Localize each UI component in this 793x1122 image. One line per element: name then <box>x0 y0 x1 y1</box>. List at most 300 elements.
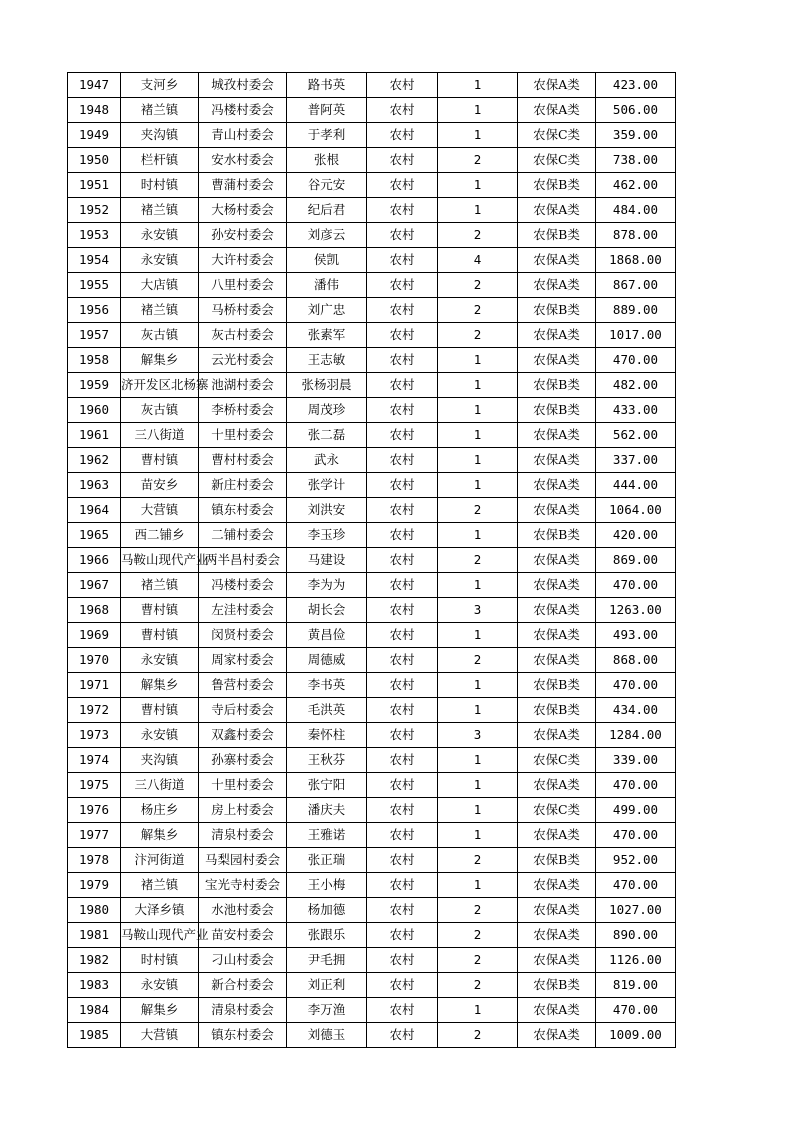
town-cell: 大泽乡镇 <box>121 898 199 923</box>
town-cell: 西二铺乡 <box>121 523 199 548</box>
household-count-cell: 1 <box>438 123 518 148</box>
row-number: 1982 <box>68 948 121 973</box>
area-type-cell: 农村 <box>367 523 438 548</box>
row-number: 1965 <box>68 523 121 548</box>
village-cell: 马桥村委会 <box>199 298 287 323</box>
category-cell: 农保B类 <box>518 173 596 198</box>
village-cell: 宝光寺村委会 <box>199 873 287 898</box>
area-type-cell: 农村 <box>367 173 438 198</box>
amount-cell: 1009.00 <box>596 1023 676 1048</box>
household-count-cell: 2 <box>438 948 518 973</box>
town-cell: 杨庄乡 <box>121 798 199 823</box>
name-cell: 张跟乐 <box>287 923 367 948</box>
area-type-cell: 农村 <box>367 773 438 798</box>
household-count-cell: 2 <box>438 923 518 948</box>
row-number: 1975 <box>68 773 121 798</box>
name-cell: 张根 <box>287 148 367 173</box>
amount-cell: 470.00 <box>596 998 676 1023</box>
amount-cell: 868.00 <box>596 648 676 673</box>
village-cell: 城孜村委会 <box>199 73 287 98</box>
household-count-cell: 2 <box>438 548 518 573</box>
row-number: 1951 <box>68 173 121 198</box>
household-count-cell: 1 <box>438 473 518 498</box>
table-row <box>68 373 676 398</box>
household-count-cell: 1 <box>438 523 518 548</box>
amount-cell: 462.00 <box>596 173 676 198</box>
town-cell: 永安镇 <box>121 723 199 748</box>
area-type-cell: 农村 <box>367 473 438 498</box>
table-row <box>68 273 676 298</box>
name-cell: 马建设 <box>287 548 367 573</box>
village-cell: 清泉村委会 <box>199 998 287 1023</box>
row-number: 1961 <box>68 423 121 448</box>
table-row <box>68 223 676 248</box>
name-cell: 路书英 <box>287 73 367 98</box>
area-type-cell: 农村 <box>367 898 438 923</box>
table-row <box>68 773 676 798</box>
amount-cell: 878.00 <box>596 223 676 248</box>
table-row <box>68 723 676 748</box>
category-cell: 农保B类 <box>518 673 596 698</box>
name-cell: 王小梅 <box>287 873 367 898</box>
household-count-cell: 1 <box>438 73 518 98</box>
category-cell: 农保B类 <box>518 973 596 998</box>
row-number: 1953 <box>68 223 121 248</box>
household-count-cell: 1 <box>438 448 518 473</box>
village-cell: 左洼村委会 <box>199 598 287 623</box>
area-type-cell: 农村 <box>367 598 438 623</box>
row-number: 1959 <box>68 373 121 398</box>
row-number: 1980 <box>68 898 121 923</box>
category-cell: 农保B类 <box>518 523 596 548</box>
name-cell: 周德威 <box>287 648 367 673</box>
amount-cell: 484.00 <box>596 198 676 223</box>
category-cell: 农保A类 <box>518 898 596 923</box>
name-cell: 普阿英 <box>287 98 367 123</box>
table-row <box>68 748 676 773</box>
area-type-cell: 农村 <box>367 498 438 523</box>
name-cell: 胡长会 <box>287 598 367 623</box>
amount-cell: 1064.00 <box>596 498 676 523</box>
area-type-cell: 农村 <box>367 573 438 598</box>
name-cell: 秦怀柱 <box>287 723 367 748</box>
household-count-cell: 2 <box>438 323 518 348</box>
amount-cell: 499.00 <box>596 798 676 823</box>
category-cell: 农保A类 <box>518 923 596 948</box>
category-cell: 农保B类 <box>518 848 596 873</box>
village-cell: 二铺村委会 <box>199 523 287 548</box>
table-row <box>68 548 676 573</box>
table-row <box>68 148 676 173</box>
village-cell: 刁山村委会 <box>199 948 287 973</box>
village-cell: 闵贤村委会 <box>199 623 287 648</box>
table-row <box>68 173 676 198</box>
village-cell: 大杨村委会 <box>199 198 287 223</box>
village-cell: 云光村委会 <box>199 348 287 373</box>
row-number: 1962 <box>68 448 121 473</box>
category-cell: 农保A类 <box>518 648 596 673</box>
table-row <box>68 673 676 698</box>
town-cell: 三八街道 <box>121 423 199 448</box>
name-cell: 潘伟 <box>287 273 367 298</box>
town-cell: 夹沟镇 <box>121 123 199 148</box>
table-row <box>68 948 676 973</box>
household-count-cell: 1 <box>438 623 518 648</box>
household-count-cell: 1 <box>438 673 518 698</box>
household-count-cell: 2 <box>438 298 518 323</box>
category-cell: 农保A类 <box>518 823 596 848</box>
name-cell: 张正瑞 <box>287 848 367 873</box>
amount-cell: 423.00 <box>596 73 676 98</box>
area-type-cell: 农村 <box>367 723 438 748</box>
row-number: 1964 <box>68 498 121 523</box>
household-count-cell: 2 <box>438 973 518 998</box>
name-cell: 李玉珍 <box>287 523 367 548</box>
town-cell: 曹村镇 <box>121 623 199 648</box>
name-cell: 黄昌俭 <box>287 623 367 648</box>
town-cell: 永安镇 <box>121 973 199 998</box>
village-cell: 安水村委会 <box>199 148 287 173</box>
area-type-cell: 农村 <box>367 798 438 823</box>
row-number: 1969 <box>68 623 121 648</box>
category-cell: 农保A类 <box>518 773 596 798</box>
household-count-cell: 1 <box>438 998 518 1023</box>
row-number: 1956 <box>68 298 121 323</box>
amount-cell: 433.00 <box>596 398 676 423</box>
name-cell: 王雅诺 <box>287 823 367 848</box>
area-type-cell: 农村 <box>367 748 438 773</box>
amount-cell: 359.00 <box>596 123 676 148</box>
area-type-cell: 农村 <box>367 998 438 1023</box>
category-cell: 农保A类 <box>518 98 596 123</box>
town-cell: 栏杆镇 <box>121 148 199 173</box>
table-row <box>68 198 676 223</box>
row-number: 1977 <box>68 823 121 848</box>
category-cell: 农保A类 <box>518 723 596 748</box>
name-cell: 周茂珍 <box>287 398 367 423</box>
town-cell: 灰古镇 <box>121 323 199 348</box>
amount-cell: 738.00 <box>596 148 676 173</box>
town-cell: 时村镇 <box>121 173 199 198</box>
town-cell: 曹村镇 <box>121 598 199 623</box>
table-row <box>68 798 676 823</box>
village-cell: 孙寨村委会 <box>199 748 287 773</box>
town-cell: 解集乡 <box>121 998 199 1023</box>
table-row <box>68 323 676 348</box>
village-cell: 曹蒲村委会 <box>199 173 287 198</box>
row-number: 1984 <box>68 998 121 1023</box>
row-number: 1966 <box>68 548 121 573</box>
town-cell: 支河乡 <box>121 73 199 98</box>
town-cell: 褚兰镇 <box>121 298 199 323</box>
table-row <box>68 598 676 623</box>
name-cell: 刘洪安 <box>287 498 367 523</box>
household-count-cell: 2 <box>438 898 518 923</box>
row-number: 1970 <box>68 648 121 673</box>
town-cell: 大营镇 <box>121 498 199 523</box>
town-cell: 济开发区北杨寨 <box>121 373 199 398</box>
village-cell: 大许村委会 <box>199 248 287 273</box>
village-cell: 冯楼村委会 <box>199 98 287 123</box>
household-count-cell: 1 <box>438 173 518 198</box>
amount-cell: 1017.00 <box>596 323 676 348</box>
village-cell: 镇东村委会 <box>199 498 287 523</box>
amount-cell: 434.00 <box>596 698 676 723</box>
household-count-cell: 2 <box>438 1023 518 1048</box>
category-cell: 农保C类 <box>518 123 596 148</box>
category-cell: 农保B类 <box>518 298 596 323</box>
area-type-cell: 农村 <box>367 398 438 423</box>
area-type-cell: 农村 <box>367 923 438 948</box>
category-cell: 农保B类 <box>518 698 596 723</box>
household-count-cell: 2 <box>438 848 518 873</box>
row-number: 1947 <box>68 73 121 98</box>
name-cell: 谷元安 <box>287 173 367 198</box>
amount-cell: 482.00 <box>596 373 676 398</box>
amount-cell: 1263.00 <box>596 598 676 623</box>
amount-cell: 889.00 <box>596 298 676 323</box>
row-number: 1949 <box>68 123 121 148</box>
table-row <box>68 473 676 498</box>
area-type-cell: 农村 <box>367 148 438 173</box>
row-number: 1960 <box>68 398 121 423</box>
household-count-cell: 2 <box>438 273 518 298</box>
village-cell: 青山村委会 <box>199 123 287 148</box>
village-cell: 房上村委会 <box>199 798 287 823</box>
village-cell: 马梨园村委会 <box>199 848 287 873</box>
town-cell: 永安镇 <box>121 223 199 248</box>
household-count-cell: 1 <box>438 773 518 798</box>
row-number: 1957 <box>68 323 121 348</box>
household-count-cell: 2 <box>438 498 518 523</box>
area-type-cell: 农村 <box>367 298 438 323</box>
area-type-cell: 农村 <box>367 248 438 273</box>
area-type-cell: 农村 <box>367 423 438 448</box>
amount-cell: 819.00 <box>596 973 676 998</box>
row-number: 1954 <box>68 248 121 273</box>
area-type-cell: 农村 <box>367 123 438 148</box>
town-cell: 曹村镇 <box>121 698 199 723</box>
town-cell: 解集乡 <box>121 673 199 698</box>
table-row <box>68 523 676 548</box>
town-cell: 解集乡 <box>121 348 199 373</box>
amount-cell: 470.00 <box>596 773 676 798</box>
category-cell: 农保A类 <box>518 623 596 648</box>
village-cell: 苗安村委会 <box>199 923 287 948</box>
row-number: 1958 <box>68 348 121 373</box>
area-type-cell: 农村 <box>367 223 438 248</box>
category-cell: 农保B类 <box>518 398 596 423</box>
name-cell: 李为为 <box>287 573 367 598</box>
name-cell: 于孝利 <box>287 123 367 148</box>
amount-cell: 867.00 <box>596 273 676 298</box>
village-cell: 两半昌村委会 <box>199 548 287 573</box>
area-type-cell: 农村 <box>367 698 438 723</box>
village-cell: 孙安村委会 <box>199 223 287 248</box>
table-row <box>68 248 676 273</box>
town-cell: 曹村镇 <box>121 448 199 473</box>
household-count-cell: 2 <box>438 223 518 248</box>
name-cell: 刘德玉 <box>287 1023 367 1048</box>
category-cell: 农保A类 <box>518 323 596 348</box>
table-row <box>68 123 676 148</box>
name-cell: 李万渔 <box>287 998 367 1023</box>
name-cell: 张二磊 <box>287 423 367 448</box>
name-cell: 杨加德 <box>287 898 367 923</box>
name-cell: 刘正利 <box>287 973 367 998</box>
name-cell: 张学计 <box>287 473 367 498</box>
area-type-cell: 农村 <box>367 948 438 973</box>
table-row <box>68 98 676 123</box>
table-row <box>68 898 676 923</box>
table-row <box>68 298 676 323</box>
village-cell: 水池村委会 <box>199 898 287 923</box>
household-count-cell: 1 <box>438 398 518 423</box>
town-cell: 褚兰镇 <box>121 873 199 898</box>
row-number: 1985 <box>68 1023 121 1048</box>
household-count-cell: 1 <box>438 198 518 223</box>
area-type-cell: 农村 <box>367 448 438 473</box>
area-type-cell: 农村 <box>367 348 438 373</box>
category-cell: 农保B类 <box>518 223 596 248</box>
category-cell: 农保A类 <box>518 73 596 98</box>
village-cell: 池湖村委会 <box>199 373 287 398</box>
amount-cell: 337.00 <box>596 448 676 473</box>
category-cell: 农保A类 <box>518 198 596 223</box>
table-row <box>68 848 676 873</box>
village-cell: 镇东村委会 <box>199 1023 287 1048</box>
category-cell: 农保A类 <box>518 998 596 1023</box>
amount-cell: 339.00 <box>596 748 676 773</box>
name-cell: 侯凯 <box>287 248 367 273</box>
household-count-cell: 3 <box>438 723 518 748</box>
area-type-cell: 农村 <box>367 623 438 648</box>
village-cell: 新庄村委会 <box>199 473 287 498</box>
category-cell: 农保A类 <box>518 873 596 898</box>
amount-cell: 470.00 <box>596 823 676 848</box>
amount-cell: 1284.00 <box>596 723 676 748</box>
town-cell: 灰古镇 <box>121 398 199 423</box>
village-cell: 新合村委会 <box>199 973 287 998</box>
table-row <box>68 623 676 648</box>
row-number: 1979 <box>68 873 121 898</box>
household-count-cell: 1 <box>438 798 518 823</box>
name-cell: 张杨羽晨 <box>287 373 367 398</box>
category-cell: 农保A类 <box>518 348 596 373</box>
village-cell: 鲁营村委会 <box>199 673 287 698</box>
village-cell: 周家村委会 <box>199 648 287 673</box>
amount-cell: 1126.00 <box>596 948 676 973</box>
household-count-cell: 1 <box>438 573 518 598</box>
town-cell: 汴河街道 <box>121 848 199 873</box>
area-type-cell: 农村 <box>367 973 438 998</box>
table-row <box>68 873 676 898</box>
amount-cell: 470.00 <box>596 348 676 373</box>
row-number: 1963 <box>68 473 121 498</box>
household-count-cell: 1 <box>438 373 518 398</box>
name-cell: 纪后君 <box>287 198 367 223</box>
category-cell: 农保A类 <box>518 948 596 973</box>
town-cell: 大营镇 <box>121 1023 199 1048</box>
amount-cell: 1027.00 <box>596 898 676 923</box>
town-cell: 褚兰镇 <box>121 198 199 223</box>
town-cell: 永安镇 <box>121 648 199 673</box>
table-row <box>68 698 676 723</box>
town-cell: 马鞍山现代产业 <box>121 923 199 948</box>
area-type-cell: 农村 <box>367 548 438 573</box>
village-cell: 十里村委会 <box>199 773 287 798</box>
village-cell: 灰古村委会 <box>199 323 287 348</box>
category-cell: 农保A类 <box>518 573 596 598</box>
name-cell: 刘彦云 <box>287 223 367 248</box>
category-cell: 农保A类 <box>518 423 596 448</box>
category-cell: 农保C类 <box>518 798 596 823</box>
name-cell: 张素军 <box>287 323 367 348</box>
table-row <box>68 973 676 998</box>
household-count-cell: 1 <box>438 98 518 123</box>
amount-cell: 1868.00 <box>596 248 676 273</box>
town-cell: 夹沟镇 <box>121 748 199 773</box>
name-cell: 武永 <box>287 448 367 473</box>
amount-cell: 470.00 <box>596 873 676 898</box>
amount-cell: 493.00 <box>596 623 676 648</box>
amount-cell: 470.00 <box>596 673 676 698</box>
amount-cell: 952.00 <box>596 848 676 873</box>
area-type-cell: 农村 <box>367 648 438 673</box>
row-number: 1971 <box>68 673 121 698</box>
row-number: 1978 <box>68 848 121 873</box>
area-type-cell: 农村 <box>367 873 438 898</box>
row-number: 1981 <box>68 923 121 948</box>
category-cell: 农保A类 <box>518 498 596 523</box>
town-cell: 褚兰镇 <box>121 98 199 123</box>
table-row <box>68 448 676 473</box>
row-number: 1976 <box>68 798 121 823</box>
table-row <box>68 498 676 523</box>
town-cell: 大店镇 <box>121 273 199 298</box>
table-row <box>68 348 676 373</box>
amount-cell: 562.00 <box>596 423 676 448</box>
row-number: 1955 <box>68 273 121 298</box>
amount-cell: 869.00 <box>596 548 676 573</box>
village-cell: 十里村委会 <box>199 423 287 448</box>
amount-cell: 890.00 <box>596 923 676 948</box>
household-count-cell: 3 <box>438 598 518 623</box>
area-type-cell: 农村 <box>367 823 438 848</box>
household-count-cell: 4 <box>438 248 518 273</box>
area-type-cell: 农村 <box>367 848 438 873</box>
area-type-cell: 农村 <box>367 323 438 348</box>
village-cell: 清泉村委会 <box>199 823 287 848</box>
table-row <box>68 1023 676 1048</box>
name-cell: 潘庆夫 <box>287 798 367 823</box>
area-type-cell: 农村 <box>367 1023 438 1048</box>
row-number: 1948 <box>68 98 121 123</box>
category-cell: 农保A类 <box>518 273 596 298</box>
row-number: 1968 <box>68 598 121 623</box>
name-cell: 尹毛拥 <box>287 948 367 973</box>
village-cell: 曹村村委会 <box>199 448 287 473</box>
name-cell: 刘广忠 <box>287 298 367 323</box>
area-type-cell: 农村 <box>367 98 438 123</box>
household-count-cell: 1 <box>438 873 518 898</box>
table-row <box>68 998 676 1023</box>
row-number: 1952 <box>68 198 121 223</box>
category-cell: 农保A类 <box>518 1023 596 1048</box>
name-cell: 王秋芬 <box>287 748 367 773</box>
table-row <box>68 823 676 848</box>
amount-cell: 506.00 <box>596 98 676 123</box>
